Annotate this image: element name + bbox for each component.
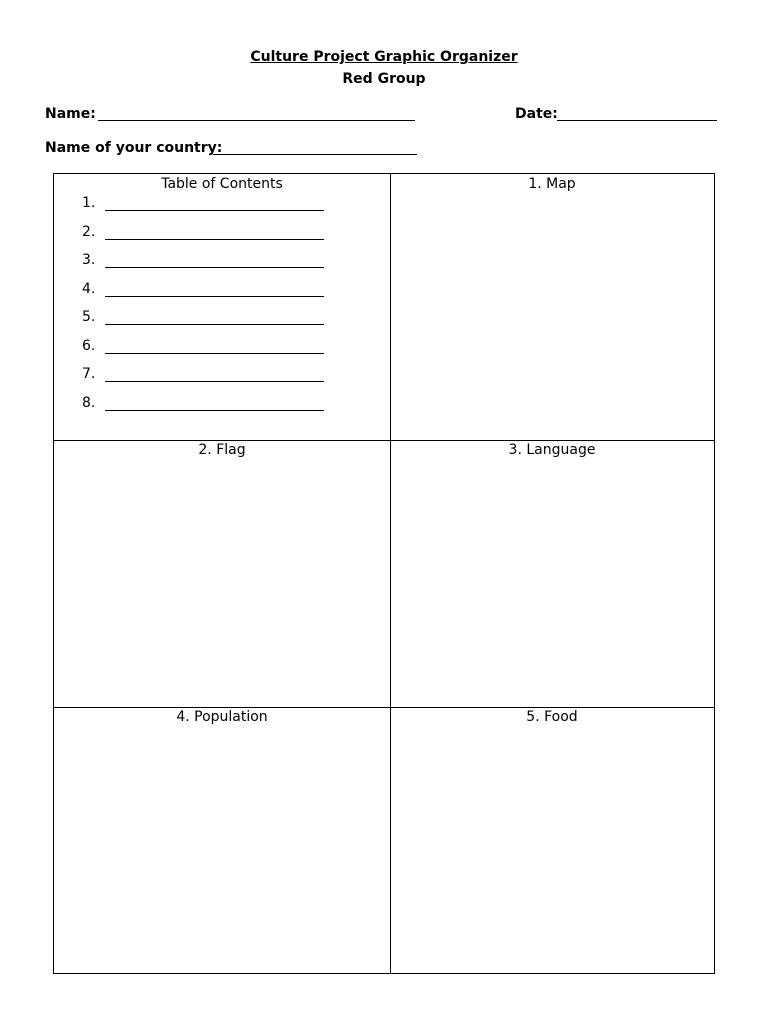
date-field-line[interactable] xyxy=(557,120,717,121)
toc-item xyxy=(82,309,327,327)
toc-item xyxy=(82,366,327,384)
toc-item xyxy=(82,252,327,270)
toc-item-line[interactable] xyxy=(105,410,324,411)
language-cell[interactable] xyxy=(390,440,714,707)
language-title: 3. Language xyxy=(508,442,596,458)
toc-item-line[interactable] xyxy=(105,239,324,240)
toc-item xyxy=(82,224,327,242)
toc-item-number: 5. xyxy=(82,309,96,325)
flag-title: 2. Flag xyxy=(198,442,246,458)
toc-item-number: 7. xyxy=(82,366,96,382)
country-field-line[interactable] xyxy=(213,154,417,155)
date-label: Date: xyxy=(515,106,558,122)
toc-item-number: 4. xyxy=(82,280,96,297)
toc-item-line[interactable] xyxy=(105,296,324,297)
population-cell[interactable] xyxy=(54,707,390,973)
toc-item xyxy=(82,281,327,299)
toc-item-line[interactable] xyxy=(105,381,324,382)
toc-item-number: 2. xyxy=(82,223,96,240)
toc-item xyxy=(82,195,327,213)
toc-item-number: 3. xyxy=(82,252,96,268)
map-title: 1. Map xyxy=(528,176,576,192)
name-label: Name: xyxy=(45,106,96,122)
toc-item-line[interactable] xyxy=(105,324,324,325)
toc-item xyxy=(82,338,327,356)
name-field-line[interactable] xyxy=(98,120,415,121)
toc-item-line[interactable] xyxy=(105,267,324,268)
toc-item-line[interactable] xyxy=(105,210,324,211)
toc-item-number: 1. xyxy=(82,195,96,211)
flag-cell[interactable] xyxy=(54,440,390,707)
country-label: Name of your country: xyxy=(45,140,223,156)
toc-title: Table of Contents xyxy=(161,176,283,192)
document-subtitle: Red Group xyxy=(342,71,426,87)
toc-cell xyxy=(54,174,390,440)
map-cell[interactable] xyxy=(390,174,714,440)
toc-item xyxy=(82,395,327,413)
population-title: 4. Population xyxy=(176,709,268,725)
food-cell[interactable] xyxy=(390,707,714,973)
toc-item-number: 6. xyxy=(82,337,96,354)
toc-item-line[interactable] xyxy=(105,353,324,354)
organizer-grid xyxy=(53,173,715,974)
toc-item-number: 8. xyxy=(82,394,96,411)
food-title: 5. Food xyxy=(526,709,578,725)
document-title: Culture Project Graphic Organizer xyxy=(250,49,518,65)
